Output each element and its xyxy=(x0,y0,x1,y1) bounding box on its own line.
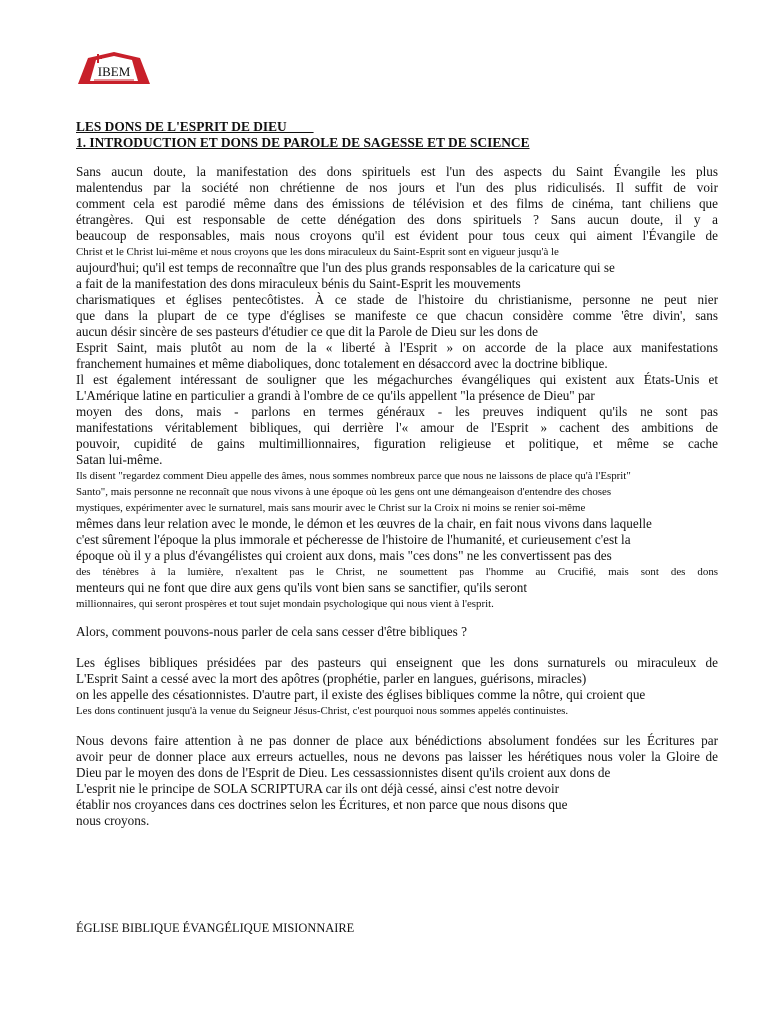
text-line: malentendus par la société non chrétienne de nos jours et l'un des plus ridiculisés. Il suffit de voir xyxy=(76,180,718,195)
text-line: a fait de la manifestation des dons miraculeux bénis du Saint-Esprit les mouvements xyxy=(76,276,521,291)
text-line: aujourd'hui; qu'il est temps de reconnaître que l'un des plus grands responsables de la caricature qui se xyxy=(76,260,615,275)
text-line: Dieu par le moyen des dons de l'Esprit de Dieu. Les cessassionnistes disent qu'ils croient aux dons de xyxy=(76,765,611,780)
text-line: menteurs qui ne font que dire aux gens qu'ils vont bien sans se sanctifier, qu'ils seront xyxy=(76,580,528,595)
text-line: Esprit Saint, mais plutôt au nom de la « liberté à l'Esprit » on accorde de la place aux manifestations xyxy=(76,340,718,355)
headings xyxy=(76,119,696,151)
document-body xyxy=(76,164,718,829)
paragraph xyxy=(76,164,718,612)
text-line: aucun désir sincère de ses pasteurs d'étudier ce que dit la Parole de Dieu sur les dons de xyxy=(76,324,538,339)
text-line: étrangères. Qui est responsable de cette dénégation des dons spirituels ? Sans aucun doute, il y a xyxy=(76,212,718,227)
text-line: millionnaires, qui seront prospères et tout sujet mondain psychologique qui nous vient à l'esprit. xyxy=(76,598,494,610)
text-line: Les églises bibliques présidées par des pasteurs qui enseignent que les dons surnaturels ou miraculeux de xyxy=(76,655,718,670)
text-line: comment cela est parodié même dans des émissions de télévision et des films de cinéma, tant chiliens que xyxy=(76,196,718,211)
text-line: Il est également intéressant de souligner que les mégachurches évangéliques qui existent aux États-Unis et xyxy=(76,372,718,387)
text-line: des ténèbres à la lumière, n'exaltent pas le Christ, ne soumettent pas l'homme au Crucifié, mais sont des dons xyxy=(76,566,718,578)
text-line: L'Esprit Saint a cessé avec la mort des apôtres (prophétie, parler en langues, guérisons, miracles) xyxy=(76,671,587,686)
logo-text: IBEM xyxy=(97,64,131,79)
footer-church-name: ÉGLISE BIBLIQUE ÉVANGÉLIQUE MISIONNAIRE xyxy=(76,921,355,935)
paragraph-spacer xyxy=(76,612,718,624)
paragraph-spacer xyxy=(76,719,718,733)
text-line: charismatiques et églises pentecôtistes. À ce stade de l'histoire du christianisme, personne ne peut nier xyxy=(76,292,718,307)
ibem-logo xyxy=(76,50,152,86)
text-line: c'est sûrement l'époque la plus immorale et pécheresse de l'histoire de l'humanité, et curieusement c'est la xyxy=(76,532,631,547)
text-line: moyen des dons, mais - parlons en termes généraux - les preuves indiquent qu'ils ne sont pas xyxy=(76,404,718,419)
text-line: manifestations véritablement bibliques, qui derrière l'« amour de l'Esprit » cachent des ambitions de xyxy=(76,420,718,435)
paragraph xyxy=(76,733,718,829)
text-line: établir nos croyances dans ces doctrines selon les Écritures, et non parce que nous disons que xyxy=(76,797,568,812)
text-line: L'esprit nie le principe de SOLA SCRIPTURA car ils ont déjà cessé, ainsi c'est notre devoir xyxy=(76,781,560,796)
paragraph xyxy=(76,655,718,719)
text-line: Les dons continuent jusqu'à la venue du Seigneur Jésus-Christ, c'est pourquoi nous sommes appelés continuistes. xyxy=(76,705,569,717)
text-line: époque où il y a plus d'évangélistes qui croient aux dons, mais "ces dons" ne les convertissent pas des xyxy=(76,548,612,563)
text-line: Satan lui-même. xyxy=(76,452,163,467)
text-line: mystiques, expérimenter avec le surnaturel, mais sans mourir avec le Christ sur la Croix ni moins se renier soi-même xyxy=(76,502,586,514)
text-line: Sans aucun doute, la manifestation des dons spirituels est l'un des aspects du Saint Évangile les plus xyxy=(76,164,718,179)
text-line: on les appelle des césationnistes. D'autre part, il existe des églises bibliques comme la nôtre, qui croient que xyxy=(76,687,646,702)
text-line: L'Amérique latine en particulier a grandi à l'ombre de ce qu'ils appellent "la présence de Dieu" par xyxy=(76,388,595,403)
section-title: 1. INTRODUCTION ET DONS DE PAROLE DE SAGESSE ET DE SCIENCE xyxy=(76,135,530,150)
text-line: nous croyons. xyxy=(76,813,150,828)
document-title: LES DONS DE L'ESPRIT DE DIEU____ xyxy=(76,119,314,134)
paragraph xyxy=(76,624,718,640)
paragraph-spacer xyxy=(76,640,718,655)
text-line: Nous devons faire attention à ne pas donner de place aux bénédictions absolument fondées sur les Écritures par xyxy=(76,733,718,748)
text-line: mêmes dans leur relation avec le monde, le démon et les œuvres de la chair, en fait nous vivons dans laquelle xyxy=(76,516,652,531)
text-line: Santo", mais personne ne reconnaît que nous vivons à une époque où les gens ont une démangeaison d'entendre des choses xyxy=(76,486,612,498)
text-line: franchement humaines et même diaboliques, donc totalement en désaccord avec la doctrine biblique. xyxy=(76,356,608,371)
text-line: pouvoir, cupidité de gains multimillionnaires, figuration religieuse et politique, et même se cache xyxy=(76,436,718,451)
text-line: Alors, comment pouvons-nous parler de cela sans cesser d'être bibliques ? xyxy=(76,624,467,639)
text-line: beaucoup de responsables, mais nous croyons qu'il est évident pour tous ceux qui aiment l'Évangile de xyxy=(76,228,718,243)
text-line: que dans la plupart de ce type d'églises se manifeste ce que chacun considère comme 'être divin', sans xyxy=(76,308,718,323)
text-line: Ils disent "regardez comment Dieu appelle des âmes, nous sommes nombreux parce que nous ne laissons de place qu'à l'Esprit" xyxy=(76,470,631,482)
text-line: Christ et le Christ lui-même et nous croyons que les dons miraculeux du Saint-Esprit sont en vigueur jusqu'à le xyxy=(76,246,559,258)
text-line: avoir peur de donner place aux erreurs actuelles, nous ne devons pas laisser les hérétiques nous voler la Gloire de xyxy=(76,749,718,764)
